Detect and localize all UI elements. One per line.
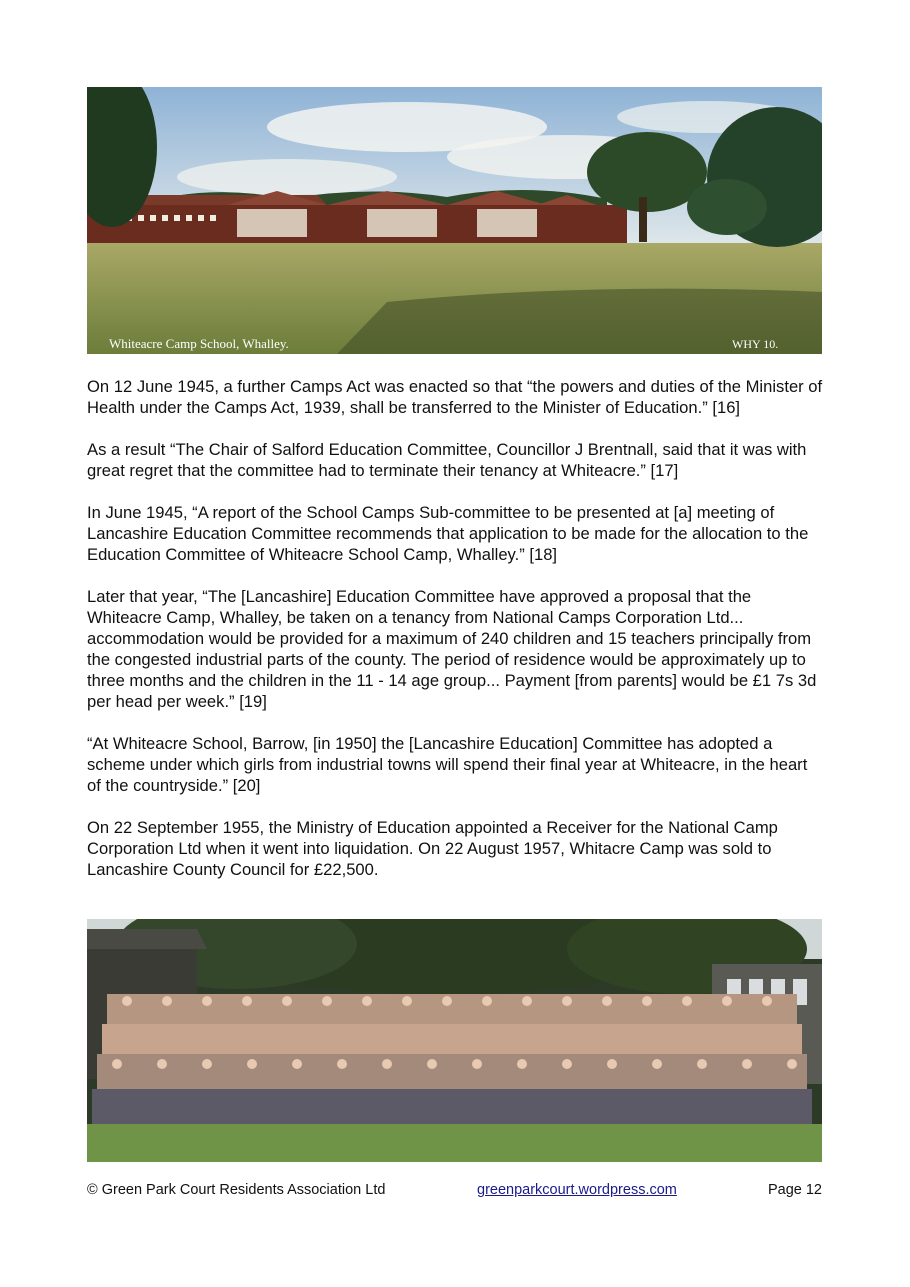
camp-photo-code: WHY 10. [732, 337, 779, 351]
copyright-text: © Green Park Court Residents Association Ltd [87, 1182, 386, 1198]
camp-photo-caption: Whiteacre Camp School, Whalley. [109, 336, 289, 351]
paragraph: Later that year, “The [Lancashire] Education Committee have approved a proposal that the Whiteacre Camp, Whalley, be taken on a tenancy from National Camps Corporation Ltd... accommodation would be provided for a maximum of 240 children and 15 teachers principally from the congested industrial parts of the county. The period of residence would be approximately up to three months and the children in the 11 - 14 age group... Payment [from parents] would be £1 7s 3d per head per week.” [19] [87, 587, 817, 711]
article-body [87, 376, 825, 901]
paragraph: As a result “The Chair of Salford Education Committee, Councillor J Brentnall, said that it was with great regret that the committee had to terminate their tenancy at Whiteacre.” [17] [87, 440, 807, 480]
paragraph: On 22 September 1955, the Ministry of Education appointed a Receiver for the National Camp Corporation Ltd when it went into liquidation. On 22 August 1957, Whitacre Camp was sold to Lancashire County Council for £22,500. [87, 818, 778, 879]
school-group-photo [87, 919, 822, 1162]
camp-school-photo [87, 87, 822, 354]
paragraph: On 12 June 1945, a further Camps Act was enacted so that “the powers and duties of the Minister of Health under the Camps Act, 1939, shall be transferred to the Minister of Education.” [16] [87, 377, 823, 417]
page-footer [87, 1182, 822, 1202]
paragraph: “At Whiteacre School, Barrow, [in 1950] the [Lancashire Education] Committee has adopted a scheme under which girls from industrial towns will spend their final year at Whiteacre, in the heart of the countryside.” [20] [87, 734, 808, 795]
paragraph: In June 1945, “A report of the School Camps Sub-committee to be presented at [a] meeting of Lancashire Education Committee recommends that application to be made for the allocation to the Education Committee of Whiteacre School Camp, Whalley.” [18] [87, 503, 809, 564]
website-link[interactable]: greenparkcourt.wordpress.com [477, 1182, 677, 1198]
page-number: Page 12 [767, 1182, 822, 1198]
